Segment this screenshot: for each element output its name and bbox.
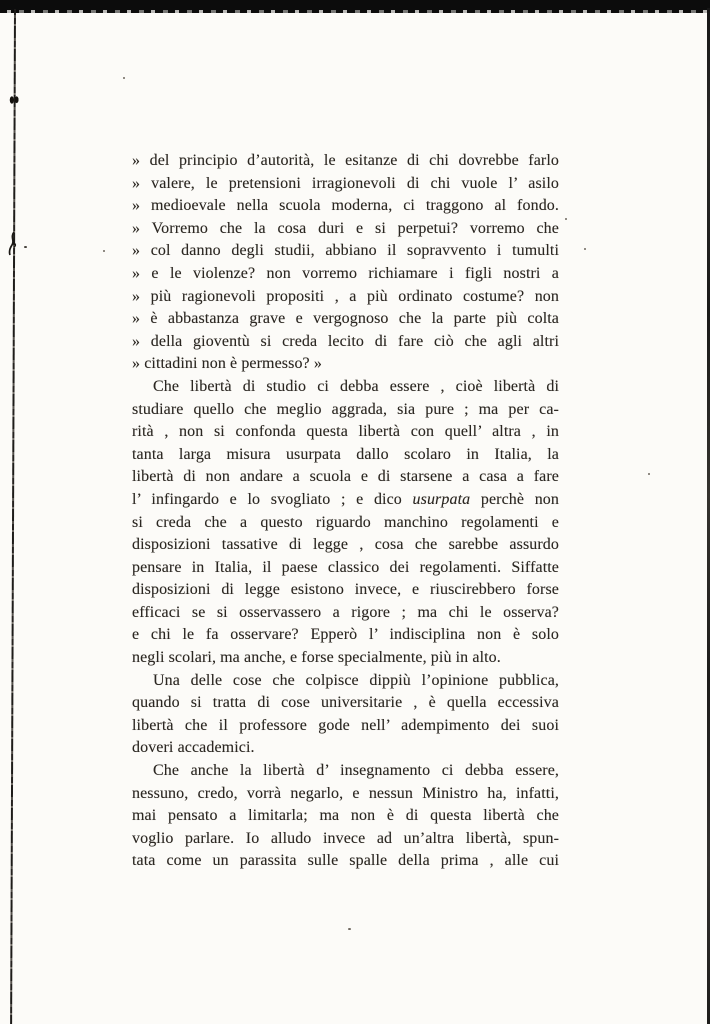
body-line: quando si tratta di cose universitarie , è quella eccessiva — [132, 694, 559, 712]
body-line: tanta larga misura usurpata dallo scolaro in Italia, la — [132, 445, 559, 463]
body-line: e chi le fa osservare? Epperò l’ indisciplina non è solo — [132, 626, 559, 644]
binding-fold-line — [10, 9, 16, 1024]
ink-speck — [24, 246, 27, 248]
quote-line: » e le violenze? non vorremo richiamare i figli nostri a — [132, 264, 559, 282]
body-line: nessuno, credo, vorrà negarlo, e nessun Ministro ha, infatti, — [132, 784, 559, 802]
quote-line: » più ragionevoli propositi , a più ordinato costume? non — [132, 287, 559, 305]
body-line: tata come un parassita sulle spalle della prima , alle cui — [132, 852, 559, 870]
body-line: disposizioni di legge esistono invece, e riuscirebbero forse — [132, 581, 559, 599]
body-line: Una delle cose che colpisce dippiù l’opinione pubblica, — [153, 671, 559, 689]
ink-speck — [565, 218, 567, 220]
body-line: studiare quello che meglio aggrada, sia pure ; ma per ca- — [132, 400, 559, 418]
quote-line: » è abbastanza grave e vergognoso che la parte più colta — [132, 310, 559, 328]
ink-mark — [8, 93, 20, 107]
body-line-with-italic — [132, 489, 559, 512]
body-line: pensare in Italia, il paese classico dei regolamenti. Siffatte — [132, 558, 559, 576]
line-text: perchè non — [470, 490, 559, 508]
body-line: voglio parlare. Io alludo invece ad un’altra libertà, spun- — [132, 829, 559, 847]
page-text-block — [132, 150, 559, 873]
body-line: mai pensato a limitarla; ma non è di questa libertà che — [132, 807, 559, 825]
italic-word: usurpata — [412, 490, 471, 508]
line-text: l’ infingardo e lo svogliato ; e dico — [132, 490, 413, 508]
body-line: Che libertà di studio ci debba essere , cioè libertà di — [153, 377, 559, 395]
ink-speck — [584, 248, 586, 250]
ink-mark-squiggle — [5, 231, 21, 257]
body-line: libertà di non andare a scuola e di starsene a casa a fare — [132, 468, 559, 486]
quote-line: » cittadini non è permesso? » — [132, 355, 322, 373]
body-line: disposizioni tassative di legge , cosa che sarebbe assurdo — [132, 536, 559, 554]
quote-line: » medioevale nella scuola moderna, ci traggono al fondo. — [132, 197, 559, 215]
scan-top-edge — [0, 0, 710, 10]
quote-line: » della gioventù si creda lecito di fare ciò che agli altri — [132, 332, 559, 350]
body-line: libertà che il professore gode nell’ adempimento dei suoi — [132, 716, 559, 734]
quote-line: » Vorremo che la cosa duri e si perpetui? vorremo che — [132, 219, 559, 237]
ink-speck — [648, 473, 650, 475]
body-line: efficaci se si osservassero a rigore ; ma chi le osserva? — [132, 603, 559, 621]
body-line: si creda che a questo riguardo manchino regolamenti e — [132, 513, 559, 531]
body-line: negli scolari, ma anche, e forse specialmente, più in alto. — [132, 649, 501, 667]
body-line: doveri accademici. — [132, 739, 255, 757]
quote-line: » del principio d’autorità, le esitanze di chi dovrebbe farlo — [132, 152, 559, 169]
ink-speck — [103, 250, 105, 252]
ink-speck — [348, 928, 351, 930]
body-line: rità , non si confonda questa libertà con quell’ altra , in — [132, 423, 559, 441]
ink-speck — [123, 77, 125, 79]
quote-line: » col danno degli studii, abbiano il sopravvento i tumulti — [132, 242, 559, 260]
quote-line: » valere, le pretensioni irragionevoli di chi vuole l’ asilo — [132, 174, 559, 192]
body-line: Che anche la libertà d’ insegnamento ci debba essere, — [153, 762, 559, 780]
